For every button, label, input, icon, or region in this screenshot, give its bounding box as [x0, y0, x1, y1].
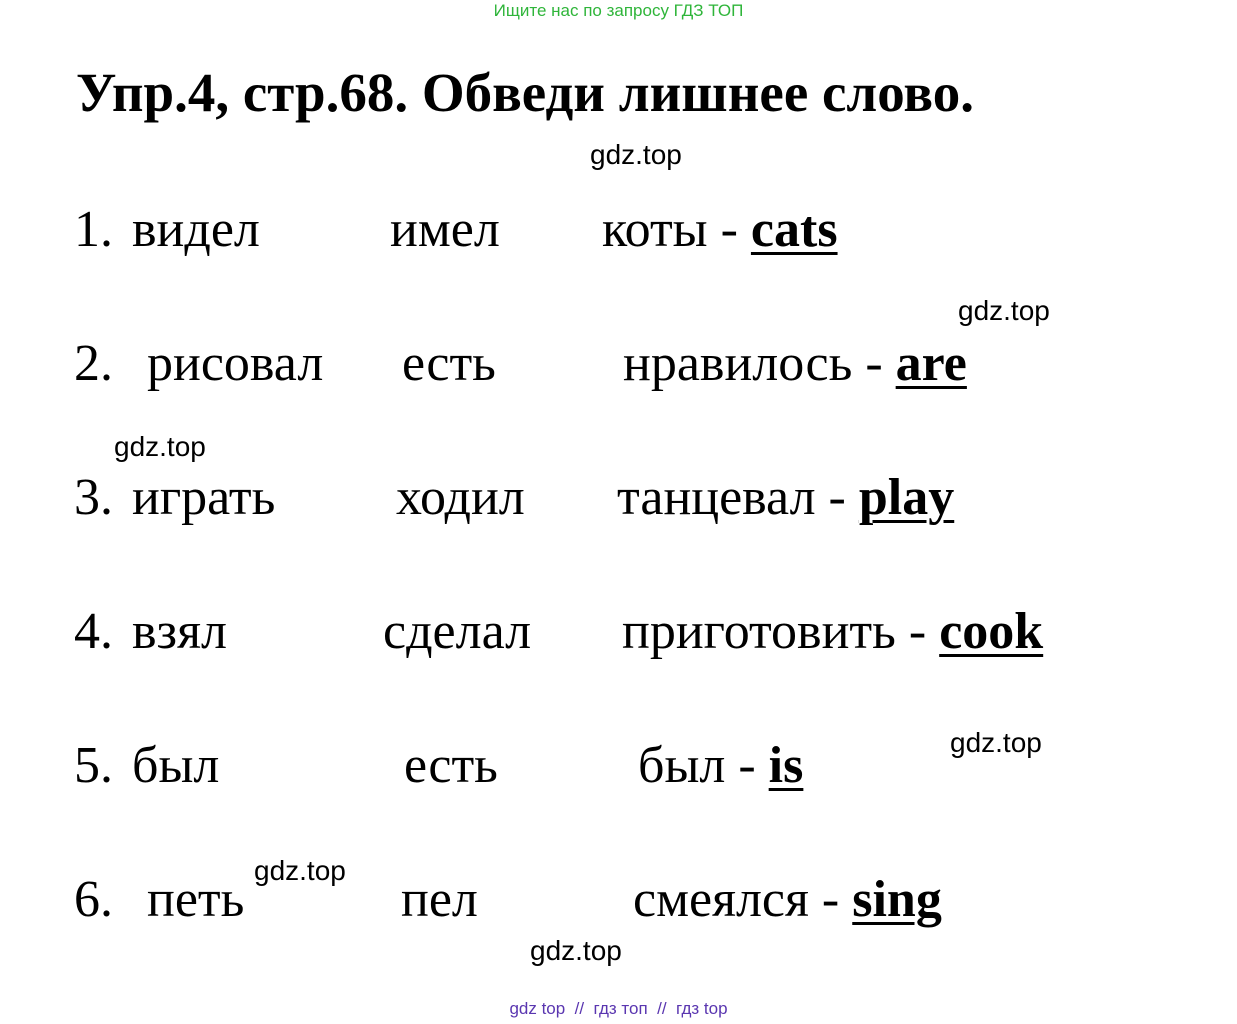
- item-word-3-text: танцевал -: [617, 469, 859, 526]
- exercise-item: [0, 731, 1237, 801]
- item-word-2: есть: [404, 737, 498, 794]
- item-word-1: взял: [132, 603, 227, 660]
- item-word-3-text: коты -: [602, 201, 751, 258]
- item-number: 4.: [74, 603, 113, 660]
- item-number: 1.: [74, 201, 113, 258]
- item-answer: cook: [939, 603, 1044, 660]
- item-word-3: [633, 865, 942, 935]
- item-word-2: сделал: [383, 603, 532, 660]
- item-word-2: ходил: [396, 469, 525, 526]
- footer-watermark: gdz top // гдз топ // гдз top: [509, 999, 728, 1018]
- exercise-item: [0, 195, 1237, 265]
- item-word-3: [602, 195, 838, 265]
- item-word-2: есть: [402, 335, 496, 392]
- watermark: gdz.top: [530, 935, 622, 966]
- item-word-3: [617, 463, 954, 533]
- item-answer: cats: [750, 201, 838, 258]
- item-number: 3.: [74, 469, 113, 526]
- item-answer: are: [895, 335, 967, 392]
- item-word-3-text: нравилось -: [623, 335, 896, 392]
- item-word-3-text: приготовить -: [622, 603, 940, 660]
- watermark: gdz.top: [114, 431, 206, 462]
- item-word-3: [623, 329, 967, 399]
- item-word-1: был: [132, 737, 220, 794]
- watermark: gdz.top: [590, 139, 682, 170]
- watermark: gdz.top: [958, 295, 1050, 326]
- item-word-3: [638, 731, 803, 801]
- item-word-3-text: смеялся -: [633, 871, 853, 928]
- exercise-item: [0, 597, 1237, 667]
- item-word-3-text: был -: [638, 737, 769, 794]
- item-word-1: играть: [132, 469, 276, 526]
- item-answer: sing: [852, 871, 942, 928]
- item-number: 2.: [74, 335, 113, 392]
- exercise-item: [0, 329, 1237, 399]
- item-word-1: видел: [132, 201, 260, 258]
- search-hint-banner: Ищите нас по запросу ГДЗ ТОП: [493, 1, 744, 20]
- watermark: gdz.top: [950, 727, 1042, 758]
- exercise-item: [0, 463, 1237, 533]
- item-answer: is: [768, 737, 804, 794]
- item-word-3: [622, 597, 1043, 667]
- exercise-title: Упр.4, стр.68. Обведи лишнее слово.: [76, 62, 974, 123]
- exercise-item: [0, 865, 1237, 935]
- watermark: gdz.top: [254, 855, 346, 886]
- item-number: 6.: [74, 871, 113, 928]
- item-word-1: рисовал: [147, 335, 324, 392]
- item-answer: play: [858, 469, 955, 526]
- item-word-2: пел: [401, 871, 478, 928]
- item-word-2: имел: [390, 201, 500, 258]
- item-number: 5.: [74, 737, 113, 794]
- item-word-1: петь: [147, 871, 245, 928]
